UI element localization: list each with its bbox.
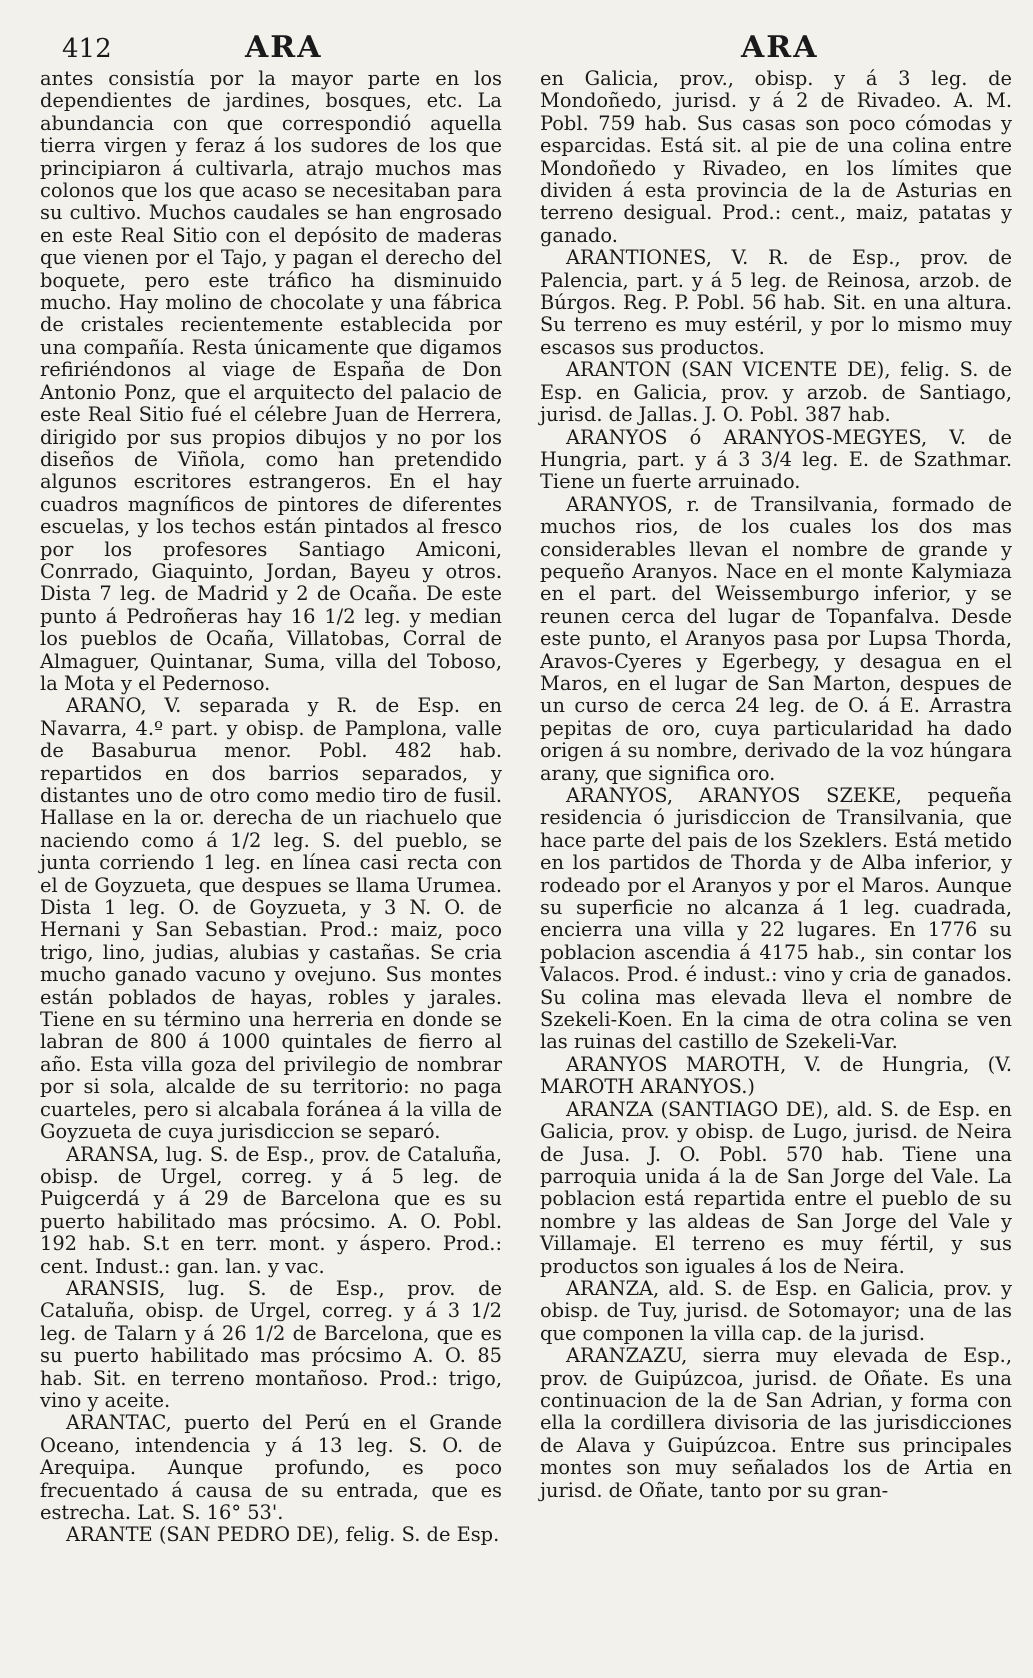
entry-aranza-santiago: ARANZA (SANTIAGO DE), ald. S. de Esp. en Galicia, prov. y obisp. de Lugo, jurisd. de Neira de Jusa. J. O. Pobl. 570 hab. Tiene una parroquia unida á la de San Jorge del Vale. La poblacion está repartida entre el pueblo de su nombre y las aldeas de San Jorge del Vale y Villamaje. El terreno es muy fértil, y sus productos son iguales á los de Neira.: [540, 1097, 1012, 1278]
entry-aranton: ARANTON (SAN VICENTE DE), felig. S. de Esp. en Galicia, prov. y arzob. de Santiago, jurisd. de Jallas. J. O. Pobl. 387 hab.: [540, 358, 1012, 427]
entry-arano: ARANO, V. separada y R. de Esp. en Navarra, 4.º part. y obisp. de Pamplona, valle de Basaburua menor. Pobl. 482 hab. repartidos en dos barrios separados, y distantes uno de otro como medio tiro de fusil. Hallase en la or. derecha de un riachuelo que naciendo como á 1/2 leg. S. del pueblo, se junta corriendo 1 leg. en línea casi recta con el de Goyzueta, que despues se llama Urumea. Dista 1 leg. O. de Goyzueta, y 3 N. O. de Hernani y San Sebastian. Prod.: maiz, poco trigo, lino, judias, alubias y castañas. Se cria mucho ganado vacuno y ovejuno. Sus montes están poblados de hayas, robles y jarales. Tiene en su término una herreria en donde se labran de 800 á 1000 quintales de fierro al año. Esta villa goza del privilegio de nombrar por si sola, alcalde de su territorio: no paga cuarteles, pero si alcabala foránea á la villa de Goyzueta de cuya jurisdiccion se separó.: [40, 694, 502, 1144]
entry-aranza: ARANZA, ald. S. de Esp. en Galicia, prov. y obisp. de Tuy, jurisd. de Sotomayor; una de las que componen la villa cap. de la jurisd.: [540, 1276, 1012, 1345]
left-running-head: ARA: [245, 30, 323, 65]
entry-aranzazu: ARANZAZU, sierra muy elevada de Esp., prov. de Guipúzcoa, jurisd. de Oñate. Es una continuacion de la de San Adrian, y forma con ella la cordillera divisoria de las jurisdicciones de Alava y Guipúzcoa. Entre sus principales montes son muy señalados los de Artia en jurisd. de Oñate, tanto por su gran-: [540, 1344, 1012, 1502]
entry-arantiones: ARANTIONES, V. R. de Esp., prov. de Palencia, part. y á 5 leg. de Reinosa, arzob. de Búrgos. Reg. P. Pobl. 56 hab. Sit. en una altura. Su terreno es muy estéril, y por lo mismo muy escasos sus productos.: [540, 246, 1012, 359]
entry-aranyos-maroth: ARANYOS MAROTH, V. de Hungria, (V. MAROTH ARANYOS.): [540, 1052, 1012, 1099]
left-column: [40, 68, 502, 1547]
entry-aranyos-river: ARANYOS, r. de Transilvania, formado de muchos rios, de los cuales los dos mas considerables llevan el nombre de grande y pequeño Aranyos. Nace en el monte Kalymiaza en el part. del Weissemburgo inferior, y se reunen cerca del lugar de Topanfalva. Desde este punto, el Aranyos pasa por Lupsa Thorda, Aravos-Cyeres y Egerbegy, y desagua en el Maros, en el lugar de San Marton, despues de un curso de cerca 24 leg. de O. á E. Arrastra pepitas de oro, cuya particularidad ha dado origen á su nombre, derivado de la voz húngara arany, que significa oro.: [540, 492, 1012, 785]
entry-arante: ARANTE (SAN PEDRO DE), felig. S. de Esp.: [66, 1523, 500, 1547]
page-number: 412: [62, 34, 112, 64]
entry-aranyos-megyes: ARANYOS ó ARANYOS-MEGYES, V. de Hungria, part. y á 3 3/4 leg. E. de Szathmar. Tiene un fuerte arruinado.: [540, 425, 1012, 494]
entry-aransis: ARANSIS, lug. S. de Esp., prov. de Cataluña, obisp. de Urgel, correg. y á 3 1/2 leg. de Talarn y á 26 1/2 de Barcelona, que es su puerto habilitado mas prócsimo A. O. 85 hab. Sit. en terreno montañoso. Prod.: trigo, vino y aceite.: [40, 1276, 502, 1412]
entry-arante-continuation: en Galicia, prov., obisp. y á 3 leg. de Mondoñedo, jurisd. y á 2 de Rivadeo. A. M. Pobl. 759 hab. Sus casas son poco cómodas y esparcidas. Está sit. al pie de una colina entre Mondoñedo y Rivadeo, en los límites que dividen á esta provincia de la de Asturias en terreno desigual. Prod.: cent., maiz, patatas y ganado.: [540, 67, 1012, 247]
right-column: [540, 68, 1012, 1502]
entry-aransa: ARANSA, lug. S. de Esp., prov. de Cataluña, obisp. de Urgel, correg. y á 5 leg. de Puigcerdá y á 29 de Barcelona que es su puerto habilitado mas prócsimo. A. O. Pobl. 192 hab. S.t en terr. mont. y áspero. Prod.: cent. Indust.: gan. lan. y vac.: [40, 1142, 502, 1278]
entry-arantac: ARANTAC, puerto del Perú en el Grande Oceano, intendencia y á 13 leg. S. O. de Arequipa. Aunque profundo, es poco frecuentado á causa de su entrada, que es estrecha. Lat. S. 16° 53'.: [40, 1411, 502, 1524]
entry-aranyos-szeke: ARANYOS, ARANYOS SZEKE, pequeña residencia ó jurisdiccion de Transilvania, que hace parte del pais de los Szeklers. Está metido en los partidos de Thorda y de Alba inferior, y rodeado por el Aranyos y por el Maros. Aunque su superficie no alcanza á 1 leg. cuadrada, encierra una villa y 22 lugares. En 1776 su poblacion ascendia á 4175 hab., sin contar los Valacos. Prod. é indust.: vino y cria de ganados. Su colina mas elevada lleva el nombre de Szekeli-Koen. En la cima de otra colina se ven las ruinas del castillo de Szekeli-Var.: [540, 784, 1012, 1054]
right-running-head: ARA: [741, 30, 819, 65]
entry-continuation: antes consistía por la mayor parte en los dependientes de jardines, bosques, etc. La abundancia con que correspondió aquella tierra virgen y feraz á los sudores de los que principiaron á cultivarla, atrajo muchos mas colonos que los que acaso se necesitaban para su cultivo. Muchos caudales se han engrosado en este Real Sitio con el depósito de maderas que vienen por el Tajo, y pagan el derecho del boquete, pero este tráfico ha disminuido mucho. Hay molino de chocolate y una fábrica de cristales recientemente establecida por una compañía. Resta únicamente que digamos refiriéndonos al viage de España de Don Antonio Ponz, que el arquitecto del palacio de este Real Sitio fué el célebre Juan de Herrera, dirigido por sus propios dibujos y no por los diseños de Viñola, como han pretendido algunos escritores estrangeros. En el hay cuadros magníficos de pintores de diferentes escuelas, y los techos están pintados al fresco por los profesores Santiago Amiconi, Conrrado, Giaquinto, Jordan, Bayeu y otros. Dista 7 leg. de Madrid y 2 de Ocaña. De este punto á Pedroñeras hay 16 1/2 leg. y median los pueblos de Ocaña, Villatobas, Corral de Almaguer, Quintanar, Suma, villa del Toboso, la Mota y el Pedernoso.: [40, 67, 502, 695]
